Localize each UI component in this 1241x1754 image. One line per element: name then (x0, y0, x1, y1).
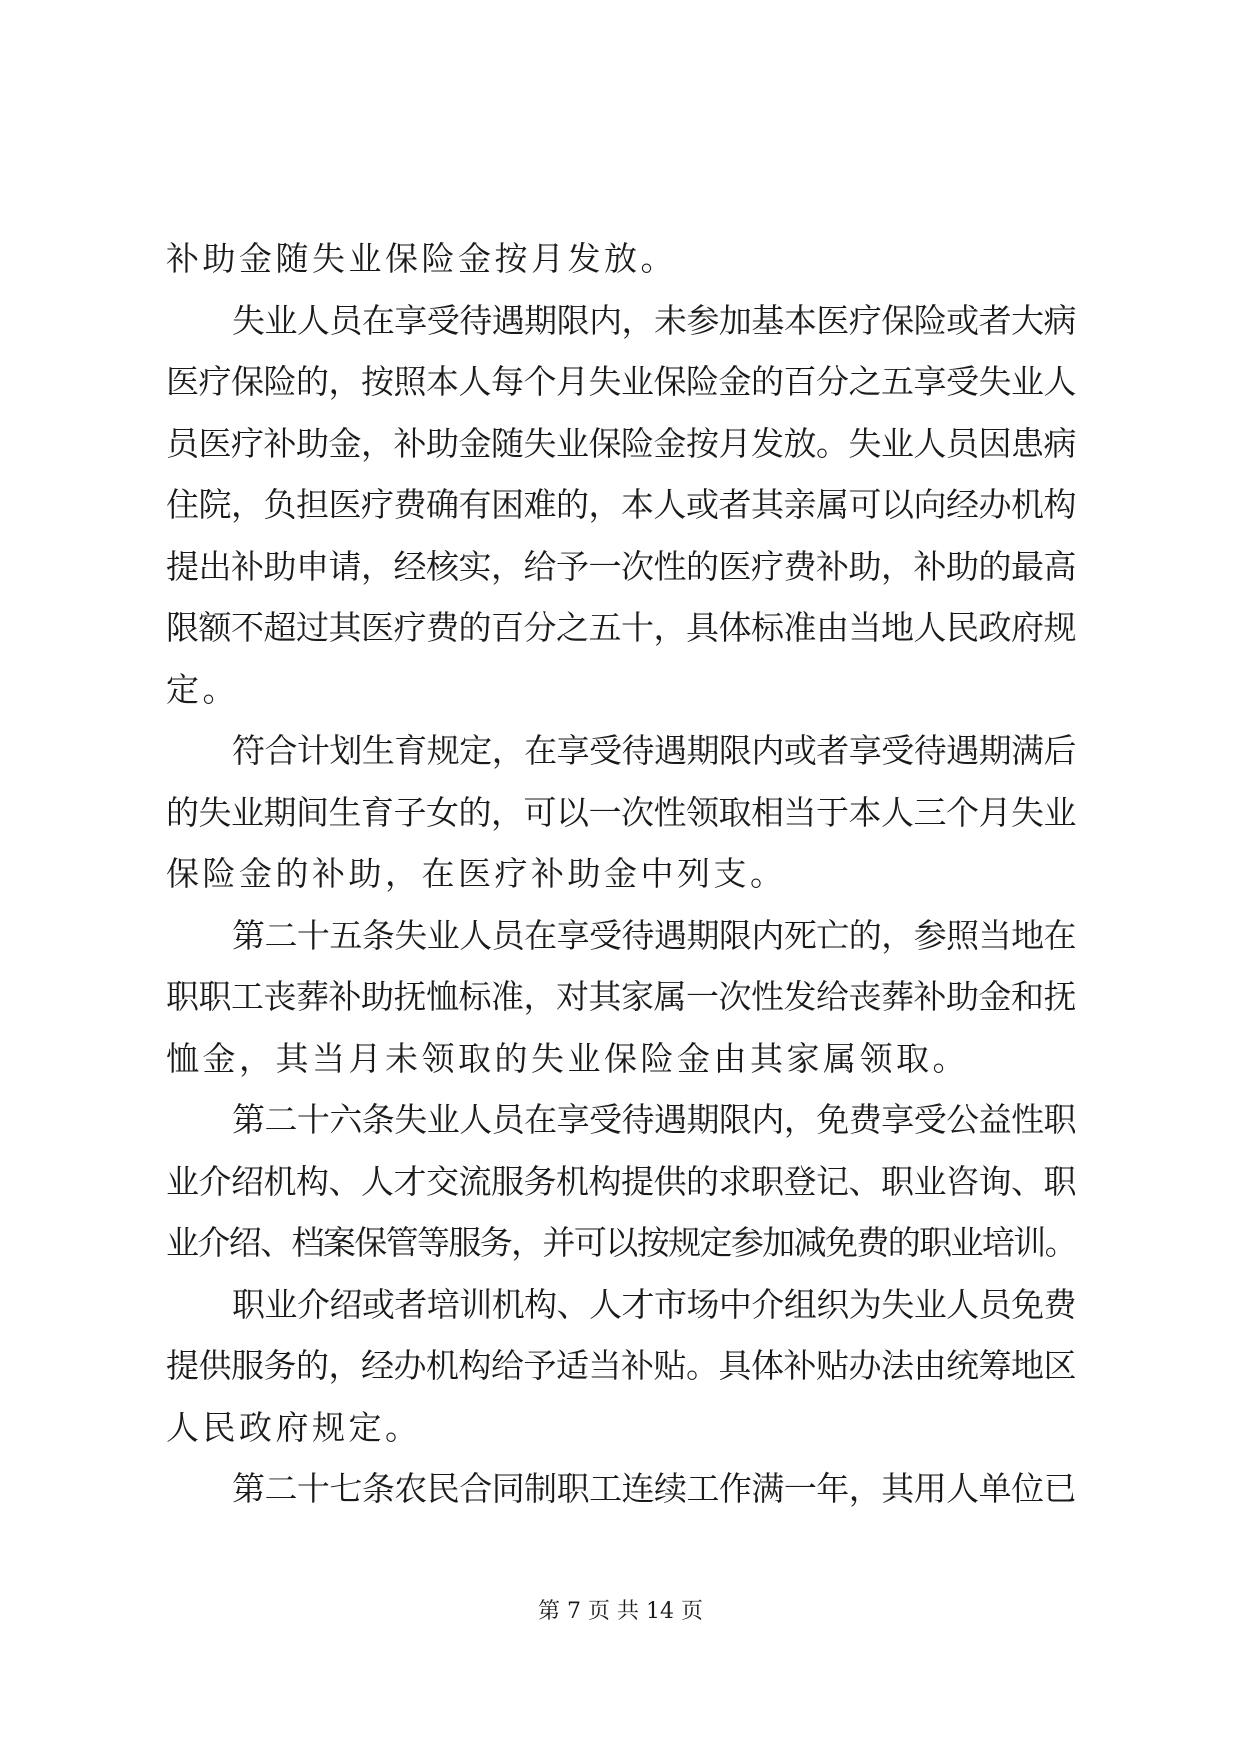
text-line: 医疗保险的，按照本人每个月失业保险金的百分之五享受失业人 (166, 362, 1076, 401)
text-line: 恤金，其当月未领取的失业保险金由其家属领取。 (166, 1038, 969, 1078)
text-line: 职业介绍或者培训机构、人才市场中介组织为失业人员免费 (232, 1284, 1076, 1324)
text-line: 限额不超过其医疗费的百分之五十，具体标准由当地人民政府规 (166, 608, 1076, 647)
text-line: 人民政府规定。 (166, 1407, 422, 1447)
text-line: 补助金随失业保险金按月发放。 (166, 239, 677, 278)
page-footer: 第 7 页 共 14 页 (538, 1599, 703, 1624)
text-line: 定。 (166, 669, 239, 709)
text-line: 失业人员在享受待遇期限内，未参加基本医疗保险或者大病 (232, 300, 1076, 340)
text-line: 提供服务的，经办机构给予适当补贴。具体补贴办法由统筹地区 (166, 1346, 1076, 1385)
text-line: 业介绍、档案保管等服务，并可以按规定参加减免费的职业培训。 (166, 1223, 1076, 1262)
text-line: 保险金的补助，在医疗补助金中列支。 (166, 854, 787, 893)
text-line: 业介绍机构、人才交流服务机构提供的求职登记、职业咨询、职 (166, 1161, 1076, 1201)
text-line: 提出补助申请，经核实，给予一次性的医疗费补助，补助的最高 (166, 546, 1076, 586)
text-line: 第二十五条失业人员在享受待遇期限内死亡的，参照当地在 (232, 915, 1076, 955)
text-line: 第二十七条农民合同制职工连续工作满一年，其用人单位已 (232, 1469, 1076, 1508)
text-line: 的失业期间生育子女的，可以一次性领取相当于本人三个月失业 (166, 792, 1076, 832)
text-line: 符合计划生育规定，在享受待遇期限内或者享受待遇期满后 (232, 731, 1076, 770)
text-line: 员医疗补助金，补助金随失业保险金按月发放。失业人员因患病 (166, 423, 1076, 463)
text-line: 职职工丧葬补助抚恤标准，对其家属一次性发给丧葬补助金和抚 (166, 977, 1076, 1016)
text-line: 住院，负担医疗费确有困难的，本人或者其亲属可以向经办机构 (166, 485, 1076, 524)
document-body (166, 228, 1076, 1520)
text-line: 第二十六条失业人员在享受待遇期限内，免费享受公益性职 (232, 1100, 1076, 1139)
